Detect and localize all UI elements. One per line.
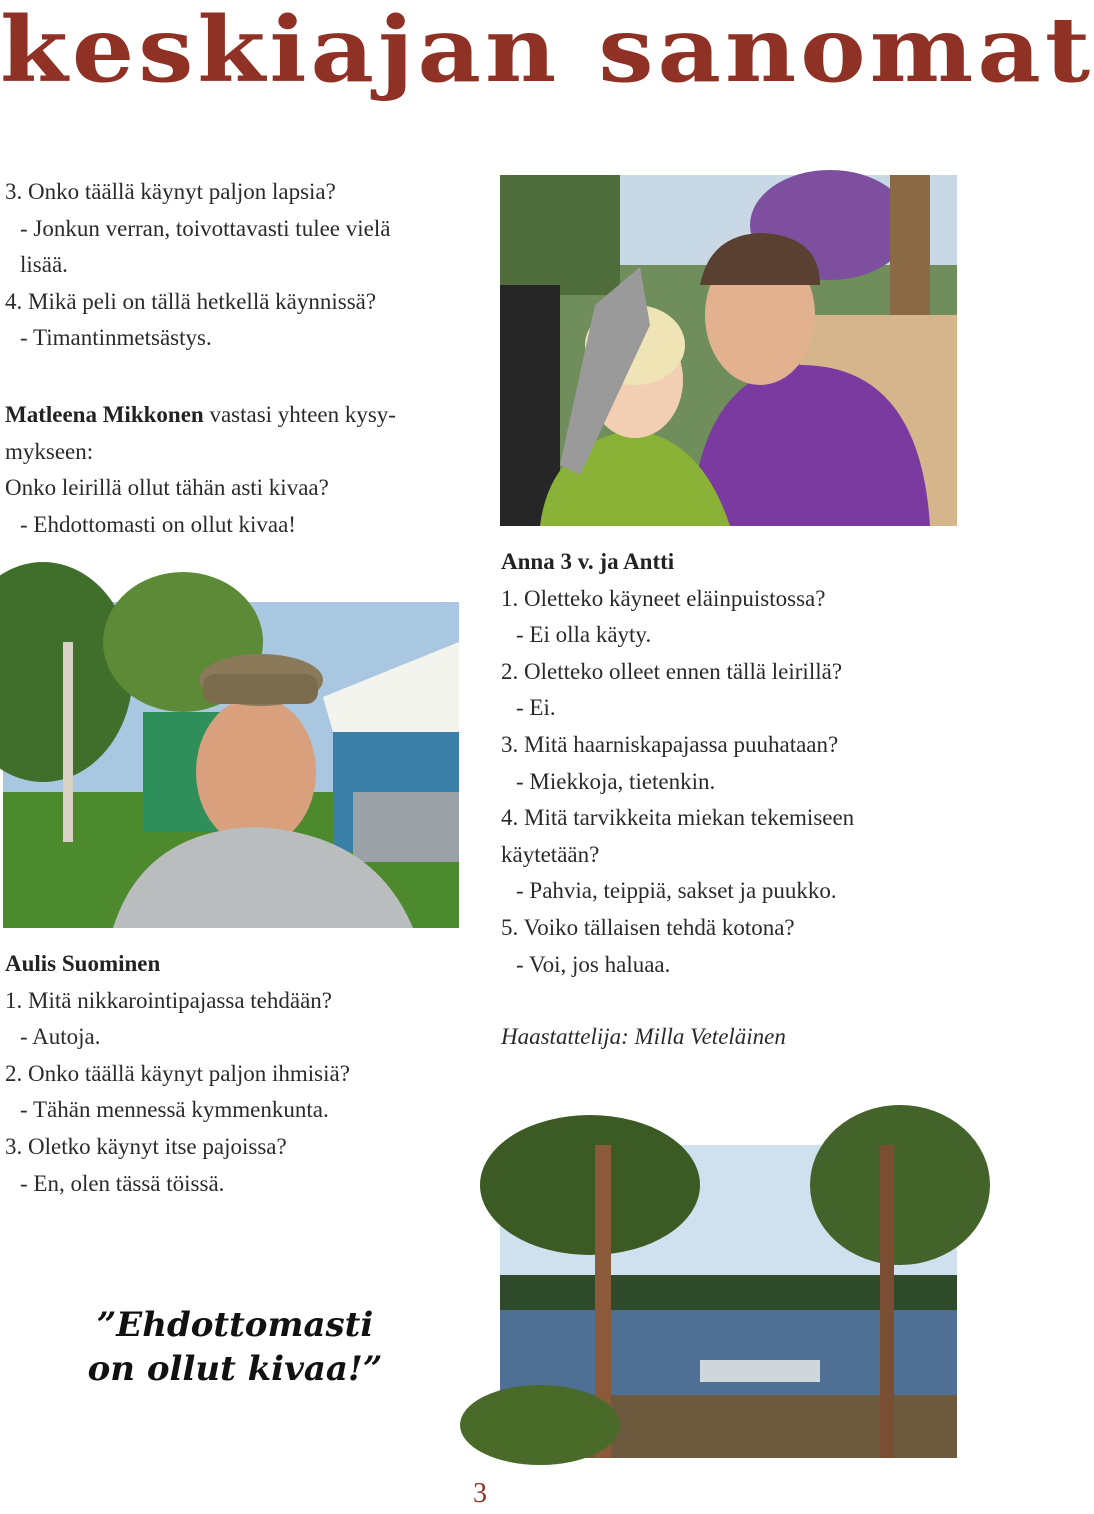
intro-cont: mykseen: xyxy=(5,438,94,464)
question: 1. Oletteko käyneet eläinpuistossa? xyxy=(501,585,826,611)
interviewee-name: Aulis Suominen xyxy=(5,951,161,976)
answer: - Ei olla käyty. xyxy=(516,622,652,648)
intro-text: vastasi yhteen kysy- xyxy=(203,402,396,427)
answer: - Miekkoja, tietenkin. xyxy=(516,768,716,794)
question: 2. Onko täällä käynyt paljon ihmisiä? xyxy=(5,1060,350,1086)
question: Onko leirillä ollut tähän asti kivaa? xyxy=(5,475,329,501)
question: 3. Oletko käynyt itse pajoissa? xyxy=(5,1133,287,1159)
byline: Haastattelija: Milla Veteläinen xyxy=(501,1024,786,1050)
answer: - En, olen tässä töissä. xyxy=(20,1170,225,1196)
masthead: keskiajan sanomat xyxy=(0,0,1094,104)
question: 1. Mitä nikkarointipajassa tehdään? xyxy=(5,987,333,1013)
question: 4. Mitä tarvikkeita miekan tekemiseen xyxy=(501,805,855,831)
answer: lisää. xyxy=(20,252,68,278)
question-cont: käytetään? xyxy=(501,841,600,867)
answer: - Pahvia, teippiä, sakset ja puukko. xyxy=(516,878,837,904)
aulis-section xyxy=(5,946,475,1202)
question: 2. Oletteko olleet ennen tällä leirillä? xyxy=(501,658,843,684)
anna-section xyxy=(501,544,956,1056)
question: 3. Onko täällä käynyt paljon lapsia? xyxy=(5,179,336,204)
left-top-text xyxy=(5,174,475,357)
matleena-section xyxy=(5,397,475,543)
answer: - Voi, jos haluaa. xyxy=(516,951,671,977)
page-number: 3 xyxy=(473,1478,487,1509)
answer: - Tähän mennessä kymmenkunta. xyxy=(20,1097,329,1123)
photo-aulis xyxy=(3,602,459,928)
question: 5. Voiko tällaisen tehdä kotona? xyxy=(501,914,795,940)
pull-quote xyxy=(80,1303,390,1391)
question: 3. Mitä haarniskapajassa puuhataan? xyxy=(501,731,839,757)
answer: - Timantinmetsästys. xyxy=(20,325,212,351)
quote-line-2: on ollut kivaa!” xyxy=(87,1349,383,1389)
quote-line-1: ”Ehdottomasti xyxy=(96,1305,374,1345)
interviewee-name: Matleena Mikkonen xyxy=(5,402,204,427)
answer: - Ei. xyxy=(516,695,556,721)
intro-line xyxy=(5,397,475,434)
photo-anna-antti xyxy=(500,175,957,526)
interviewee-name: Anna 3 v. ja Antti xyxy=(501,549,675,574)
answer: - Ehdottomasti on ollut kivaa! xyxy=(20,511,296,537)
question: 4. Mikä peli on tällä hetkellä käynnissä? xyxy=(5,288,377,314)
photo-lake xyxy=(500,1145,957,1458)
answer: - Jonkun verran, toivottavasti tulee vielä xyxy=(20,215,391,241)
answer: - Autoja. xyxy=(20,1024,101,1050)
